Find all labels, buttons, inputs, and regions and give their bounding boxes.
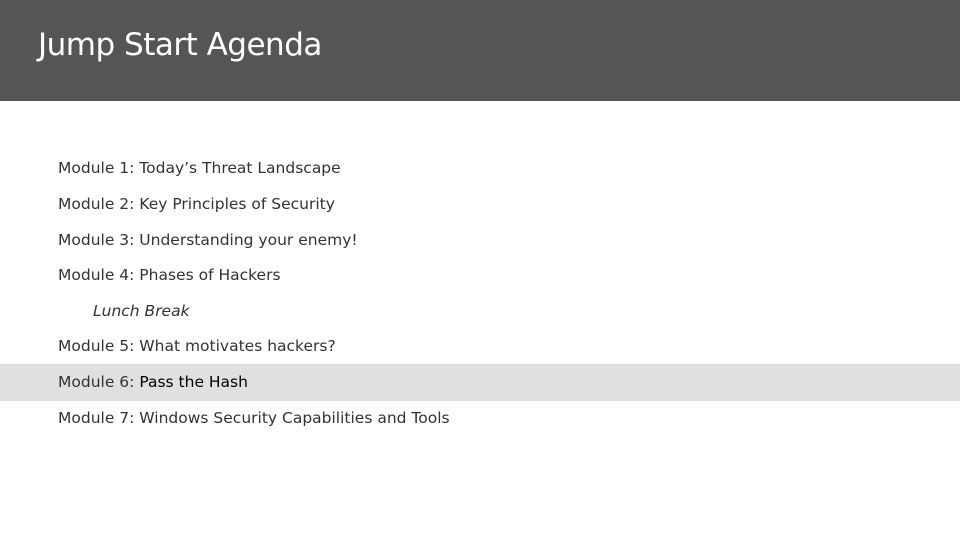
agenda-item-module-1 (0, 150, 960, 186)
agenda-item-label: Module 3: Understanding your enemy! (58, 231, 358, 249)
agenda-item-module-6-current (0, 364, 960, 401)
agenda-item-module-3 (0, 222, 960, 258)
agenda-item-lunch-break (0, 293, 960, 329)
agenda-item-module-7 (0, 400, 960, 436)
agenda-item-label: Module 5: What motivates hackers? (58, 337, 336, 355)
agenda-item-module-5 (0, 328, 960, 364)
slide-title: Jump Start Agenda (38, 27, 322, 63)
agenda-item-label: Module 4: Phases of Hackers (58, 266, 281, 284)
title-bar (0, 0, 960, 101)
agenda-item-label: Module 1: Today’s Threat Landscape (58, 159, 341, 177)
agenda-item-label: Module 2: Key Principles of Security (58, 195, 335, 213)
agenda-item-label: Module 7: Windows Security Capabilities and Tools (58, 409, 450, 427)
module-topic: Pass the Hash (139, 373, 248, 391)
agenda-item-label (58, 364, 248, 401)
agenda-item-module-2 (0, 186, 960, 222)
agenda-item-module-4 (0, 257, 960, 293)
agenda-item-label: Lunch Break (93, 302, 190, 320)
module-prefix: Module 6: (58, 373, 140, 391)
